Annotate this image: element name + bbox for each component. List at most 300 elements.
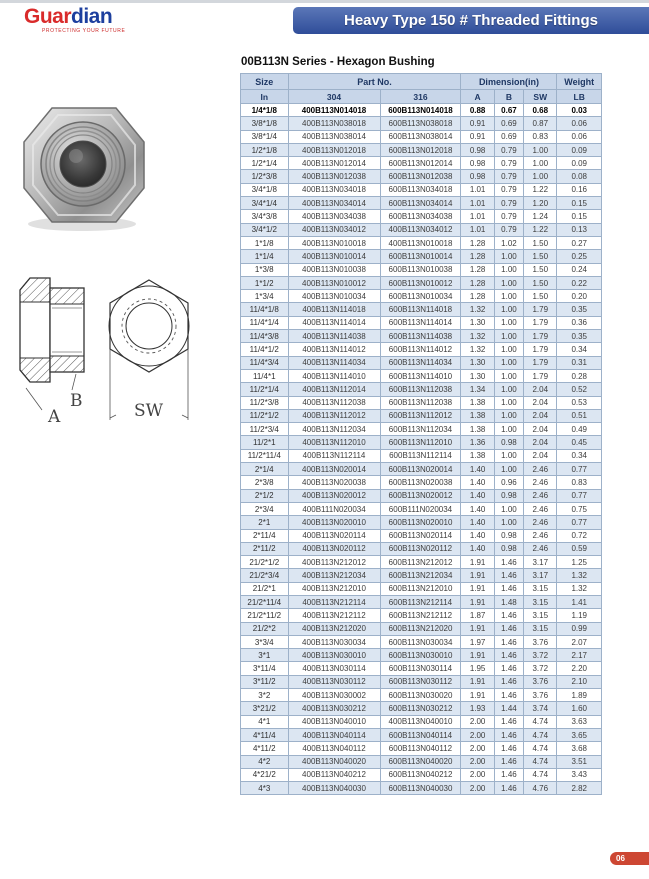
dim-a-cell: 0.98: [461, 170, 494, 183]
size-cell: 11/4*3/8: [241, 330, 289, 343]
part-316-cell: 600B113N020114: [380, 529, 461, 542]
dim-sw-cell: 1.50: [524, 290, 557, 303]
size-cell: 2*1: [241, 516, 289, 529]
part-316-cell: 600B113N212010: [380, 582, 461, 595]
weight-lb-cell: 0.06: [557, 117, 602, 130]
table-row: [241, 542, 602, 555]
dim-a-cell: 1.40: [461, 489, 494, 502]
table-row: [241, 768, 602, 781]
part-304-cell: 400B113N112014: [288, 383, 380, 396]
dim-sw-cell: 3.76: [524, 689, 557, 702]
size-cell: 1*3/8: [241, 263, 289, 276]
dim-b-cell: 0.79: [494, 170, 523, 183]
part-304-cell: 400B113N012038: [288, 170, 380, 183]
size-cell: 4*11/4: [241, 728, 289, 741]
weight-lb-cell: 0.77: [557, 516, 602, 529]
table-row: [241, 715, 602, 728]
dim-b-cell: 1.46: [494, 556, 523, 569]
size-cell: 3*21/2: [241, 702, 289, 715]
dim-a-cell: 1.38: [461, 396, 494, 409]
size-cell: 2*11/2: [241, 542, 289, 555]
part-304-cell: 400B113N020010: [288, 516, 380, 529]
weight-lb-cell: 0.36: [557, 316, 602, 329]
size-cell: 21/2*11/2: [241, 609, 289, 622]
dim-b-cell: 1.46: [494, 715, 523, 728]
dim-sw-cell: 2.46: [524, 476, 557, 489]
page-number-badge: 06: [610, 852, 649, 865]
table-row: [241, 303, 602, 316]
part-304-cell: 400B111N020034: [288, 502, 380, 515]
weight-lb-cell: 0.15: [557, 210, 602, 223]
part-316-cell: 600B113N114012: [380, 343, 461, 356]
part-316-cell: 600B113N010038: [380, 263, 461, 276]
part-316-cell: 600B113N114034: [380, 356, 461, 369]
weight-lb-cell: 2.07: [557, 635, 602, 648]
dim-sw-cell: 1.79: [524, 330, 557, 343]
dim-sw-cell: 3.17: [524, 569, 557, 582]
part-316-cell: 600B113N212114: [380, 595, 461, 608]
dim-b-cell: 0.98: [494, 529, 523, 542]
part-316-cell: 600B113N114038: [380, 330, 461, 343]
size-cell: 11/4*3/4: [241, 356, 289, 369]
size-cell: 3*1: [241, 649, 289, 662]
dim-b-cell: 1.46: [494, 649, 523, 662]
part-316-cell: 600B113N012018: [380, 143, 461, 156]
dim-a-cell: 1.91: [461, 595, 494, 608]
part-316-cell: 600B111N020034: [380, 502, 461, 515]
dim-a-cell: 0.91: [461, 130, 494, 143]
weight-lb-cell: 0.25: [557, 250, 602, 263]
bore-hole: [60, 141, 106, 187]
dim-a-cell: 1.32: [461, 303, 494, 316]
table-row: [241, 250, 602, 263]
size-cell: 3*11/2: [241, 675, 289, 688]
dim-a-cell: 1.40: [461, 463, 494, 476]
weight-lb-cell: 0.27: [557, 236, 602, 249]
part-304-cell: 400B113N212112: [288, 609, 380, 622]
size-cell: 11/2*3/8: [241, 396, 289, 409]
table-row: [241, 463, 602, 476]
table-row: [241, 263, 602, 276]
part-304-cell: 400B113N114014: [288, 316, 380, 329]
dim-a-cell: 1.01: [461, 183, 494, 196]
part-316-cell: 600B113N030010: [380, 649, 461, 662]
dim-sw-cell: 2.04: [524, 436, 557, 449]
dim-a-cell: 1.30: [461, 356, 494, 369]
size-cell: 4*2: [241, 755, 289, 768]
logo-tagline: PROTECTING YOUR FUTURE: [42, 28, 126, 34]
size-cell: 1/2*1/4: [241, 157, 289, 170]
dim-b-cell: 0.79: [494, 143, 523, 156]
dim-a-cell: 2.00: [461, 728, 494, 741]
dim-b-cell: 1.46: [494, 569, 523, 582]
part-316-cell: 600B113N010014: [380, 250, 461, 263]
dim-b-cell: 1.00: [494, 343, 523, 356]
dimension-drawing: [12, 270, 202, 428]
part-316-cell: 600B113N112038: [380, 383, 461, 396]
part-304-cell: 400B113N020014: [288, 463, 380, 476]
part-316-cell: 600B113N112114: [380, 449, 461, 462]
dim-b-cell: 0.79: [494, 183, 523, 196]
dim-a-cell: 1.28: [461, 290, 494, 303]
part-316-cell: 600B113N040112: [380, 742, 461, 755]
weight-lb-cell: 1.32: [557, 569, 602, 582]
dim-a-cell: 1.30: [461, 316, 494, 329]
subheader-sw: SW: [524, 90, 557, 104]
table-row: [241, 276, 602, 289]
dim-sw-cell: 1.00: [524, 157, 557, 170]
table-row: [241, 502, 602, 515]
size-cell: 3/4*3/8: [241, 210, 289, 223]
part-304-cell: 400B113N114038: [288, 330, 380, 343]
dim-b-cell: 1.46: [494, 662, 523, 675]
part-304-cell: 400B113N114010: [288, 369, 380, 382]
dim-a-cell: 1.40: [461, 476, 494, 489]
dim-a-cell: 1.40: [461, 502, 494, 515]
dim-sw-cell: 1.22: [524, 183, 557, 196]
size-cell: 2*1/4: [241, 463, 289, 476]
dim-a-cell: 2.00: [461, 742, 494, 755]
dim-b-cell: 1.46: [494, 728, 523, 741]
part-304-cell: 400B113N030010: [288, 649, 380, 662]
size-cell: 11/4*1: [241, 369, 289, 382]
header-group-row: [241, 74, 602, 90]
dim-sw-cell: 1.50: [524, 236, 557, 249]
part-316-cell: 600B113N114010: [380, 369, 461, 382]
dim-sw-cell: 1.24: [524, 210, 557, 223]
dim-a-cell: 1.95: [461, 662, 494, 675]
dim-a-cell: 1.87: [461, 609, 494, 622]
weight-lb-cell: 0.13: [557, 223, 602, 236]
weight-lb-cell: 3.43: [557, 768, 602, 781]
table-row: [241, 423, 602, 436]
part-304-cell: 400B113N112012: [288, 409, 380, 422]
size-cell: 1*3/4: [241, 290, 289, 303]
part-316-cell: 600B113N212034: [380, 569, 461, 582]
dim-sw-cell: 4.74: [524, 768, 557, 781]
dim-sw-cell: 1.50: [524, 276, 557, 289]
table-row: [241, 582, 602, 595]
weight-lb-cell: 0.35: [557, 303, 602, 316]
header-sub-row: [241, 90, 602, 104]
part-316-cell: 600B113N010034: [380, 290, 461, 303]
part-316-cell: 600B113N114018: [380, 303, 461, 316]
part-304-cell: 400B113N034018: [288, 183, 380, 196]
dim-a-cell: 1.32: [461, 330, 494, 343]
part-304-cell: 400B113N020012: [288, 489, 380, 502]
size-cell: 4*21/2: [241, 768, 289, 781]
table-row: [241, 742, 602, 755]
part-304-cell: 400B113N040212: [288, 768, 380, 781]
table-row: [241, 755, 602, 768]
dim-sw-cell: 2.04: [524, 409, 557, 422]
dim-b-cell: 1.00: [494, 356, 523, 369]
section-view: [20, 278, 84, 427]
weight-lb-cell: 0.28: [557, 369, 602, 382]
dim-sw-cell: 1.00: [524, 143, 557, 156]
dim-b-cell: 1.46: [494, 582, 523, 595]
dim-sw-cell: 2.46: [524, 542, 557, 555]
part-304-cell: 400B113N010038: [288, 263, 380, 276]
dim-b-cell: 0.98: [494, 436, 523, 449]
size-cell: 3/8*1/4: [241, 130, 289, 143]
weight-lb-cell: 2.20: [557, 662, 602, 675]
table-row: [241, 170, 602, 183]
dim-a-cell: 2.00: [461, 755, 494, 768]
dim-a-cell: 1.01: [461, 210, 494, 223]
weight-lb-cell: 0.20: [557, 290, 602, 303]
dim-b-cell: 1.48: [494, 595, 523, 608]
dim-a-cell: 1.36: [461, 436, 494, 449]
table-row: [241, 183, 602, 196]
part-316-cell: 600B113N038018: [380, 117, 461, 130]
dim-b-cell: 1.46: [494, 622, 523, 635]
part-304-cell: 400B113N030034: [288, 635, 380, 648]
dim-b-cell: 0.79: [494, 157, 523, 170]
dim-a-cell: 1.28: [461, 250, 494, 263]
dim-b-cell: 1.00: [494, 383, 523, 396]
part-316-cell: 600B113N012038: [380, 170, 461, 183]
dim-sw-cell: 4.76: [524, 782, 557, 795]
dim-sw-cell: 2.04: [524, 383, 557, 396]
weight-lb-cell: 3.63: [557, 715, 602, 728]
table-row: [241, 675, 602, 688]
dim-b-cell: 0.67: [494, 104, 523, 117]
size-cell: 1/2*3/8: [241, 170, 289, 183]
dim-a-cell: 1.91: [461, 569, 494, 582]
weight-lb-cell: 0.52: [557, 383, 602, 396]
weight-lb-cell: 1.25: [557, 556, 602, 569]
size-cell: 3/8*1/8: [241, 117, 289, 130]
part-316-cell: 600B113N040030: [380, 782, 461, 795]
weight-lb-cell: 2.82: [557, 782, 602, 795]
weight-lb-cell: 0.15: [557, 197, 602, 210]
dim-sw-cell: 2.46: [524, 516, 557, 529]
header-dimension: Dimension(in): [461, 74, 557, 90]
table-row: [241, 436, 602, 449]
part-304-cell: 400B113N212010: [288, 582, 380, 595]
weight-lb-cell: 1.41: [557, 595, 602, 608]
dim-a-cell: 1.38: [461, 423, 494, 436]
table-row: [241, 316, 602, 329]
dim-a-cell: 1.40: [461, 529, 494, 542]
header-weight: Weight: [557, 74, 602, 90]
hex-view: [109, 280, 189, 421]
dim-a-cell: 2.00: [461, 768, 494, 781]
part-304-cell: 400B113N040010: [288, 715, 380, 728]
size-cell: 4*11/2: [241, 742, 289, 755]
product-photo: [16, 100, 152, 234]
weight-lb-cell: 3.68: [557, 742, 602, 755]
table-row: [241, 197, 602, 210]
weight-lb-cell: 0.35: [557, 330, 602, 343]
weight-lb-cell: 0.51: [557, 409, 602, 422]
part-304-cell: 400B113N014018: [288, 104, 380, 117]
dim-a-cell: 1.01: [461, 197, 494, 210]
dim-b-cell: 0.98: [494, 489, 523, 502]
part-304-cell: 400B113N010034: [288, 290, 380, 303]
dim-a-cell: 2.00: [461, 715, 494, 728]
part-316-cell: 600B113N014018: [380, 104, 461, 117]
table-row: [241, 210, 602, 223]
table-row: [241, 290, 602, 303]
part-304-cell: 400B113N012018: [288, 143, 380, 156]
weight-lb-cell: 0.49: [557, 423, 602, 436]
table-row: [241, 236, 602, 249]
dim-sw-cell: 1.00: [524, 170, 557, 183]
dim-sw-cell: 3.76: [524, 675, 557, 688]
part-304-cell: 400B113N114034: [288, 356, 380, 369]
dim-sw-cell: 3.72: [524, 649, 557, 662]
dim-sw-cell: 3.76: [524, 635, 557, 648]
size-cell: 3/4*1/8: [241, 183, 289, 196]
size-cell: 1*1/4: [241, 250, 289, 263]
part-316-cell: 600B113N038014: [380, 130, 461, 143]
dim-b-cell: 1.46: [494, 768, 523, 781]
weight-lb-cell: 0.83: [557, 476, 602, 489]
part-304-cell: 400B113N038018: [288, 117, 380, 130]
part-316-cell: 600B113N112012: [380, 409, 461, 422]
part-316-cell: 600B113N034038: [380, 210, 461, 223]
size-cell: 21/2*3/4: [241, 569, 289, 582]
table-row: [241, 702, 602, 715]
dim-sw-cell: 3.15: [524, 622, 557, 635]
table-row: [241, 689, 602, 702]
part-304-cell: 400B113N020112: [288, 542, 380, 555]
table-row: [241, 529, 602, 542]
dim-sw-cell: 1.50: [524, 263, 557, 276]
logo-part-red: Guar: [24, 5, 72, 28]
dim-b-cell: 1.00: [494, 502, 523, 515]
dim-b-cell: 0.69: [494, 130, 523, 143]
dim-sw-cell: 4.74: [524, 742, 557, 755]
dim-sw-cell: 1.79: [524, 316, 557, 329]
part-316-cell: 600B113N040020: [380, 755, 461, 768]
dim-a-cell: 1.93: [461, 702, 494, 715]
table-row: [241, 409, 602, 422]
weight-lb-cell: 1.89: [557, 689, 602, 702]
table-row: [241, 343, 602, 356]
dim-sw-cell: 3.74: [524, 702, 557, 715]
weight-lb-cell: 0.06: [557, 130, 602, 143]
dim-sw-cell: 2.04: [524, 449, 557, 462]
weight-lb-cell: 1.19: [557, 609, 602, 622]
table-row: [241, 117, 602, 130]
dim-b-cell: 1.00: [494, 409, 523, 422]
part-316-cell: 600B113N020010: [380, 516, 461, 529]
size-cell: 2*11/4: [241, 529, 289, 542]
dim-b-cell: 1.00: [494, 396, 523, 409]
dim-b-cell: 1.46: [494, 635, 523, 648]
table-row: [241, 782, 602, 795]
dim-sw-cell: 2.46: [524, 463, 557, 476]
weight-lb-cell: 3.51: [557, 755, 602, 768]
size-cell: 3*3/4: [241, 635, 289, 648]
part-304-cell: 400B113N114012: [288, 343, 380, 356]
dim-b-cell: 0.79: [494, 197, 523, 210]
dim-sw-cell: 3.15: [524, 595, 557, 608]
dim-b-cell: 1.44: [494, 702, 523, 715]
table-row: [241, 330, 602, 343]
weight-lb-cell: 3.65: [557, 728, 602, 741]
size-cell: 11/2*1/4: [241, 383, 289, 396]
table-row: [241, 369, 602, 382]
part-316-cell: 600B113N020112: [380, 542, 461, 555]
part-316-cell: 600B113N020038: [380, 476, 461, 489]
dim-a-cell: 0.88: [461, 104, 494, 117]
dim-sw-cell: 2.04: [524, 423, 557, 436]
part-316-cell: 600B113N040212: [380, 768, 461, 781]
part-316-cell: 400B113N010018: [380, 236, 461, 249]
size-cell: 3*2: [241, 689, 289, 702]
dim-sw-cell: 2.46: [524, 529, 557, 542]
part-316-cell: 600B113N212012: [380, 556, 461, 569]
dim-b-cell: 1.00: [494, 250, 523, 263]
weight-lb-cell: 0.16: [557, 183, 602, 196]
weight-lb-cell: 1.32: [557, 582, 602, 595]
weight-lb-cell: 1.60: [557, 702, 602, 715]
part-316-cell: 600B113N030114: [380, 662, 461, 675]
dim-sw-cell: 1.79: [524, 303, 557, 316]
part-304-cell: 400B113N112038: [288, 396, 380, 409]
weight-lb-cell: 0.09: [557, 157, 602, 170]
part-316-cell: 600B113N020012: [380, 489, 461, 502]
weight-lb-cell: 0.03: [557, 104, 602, 117]
dim-sw-cell: 3.15: [524, 609, 557, 622]
dim-sw-cell: 4.74: [524, 715, 557, 728]
size-cell: 21/2*1: [241, 582, 289, 595]
table-row: [241, 649, 602, 662]
table-row: [241, 516, 602, 529]
part-304-cell: 400B113N212012: [288, 556, 380, 569]
part-316-cell: 600B113N112038: [380, 396, 461, 409]
table-row: [241, 728, 602, 741]
table-row: [241, 356, 602, 369]
part-304-cell: 400B113N040020: [288, 755, 380, 768]
table-row: [241, 622, 602, 635]
dim-b-cell: 1.00: [494, 463, 523, 476]
table-row: [241, 396, 602, 409]
dim-b-cell: 1.00: [494, 423, 523, 436]
weight-lb-cell: 2.17: [557, 649, 602, 662]
part-316-cell: 400B113N034012: [380, 223, 461, 236]
part-304-cell: 400B113N010018: [288, 236, 380, 249]
dim-b-cell: 1.46: [494, 675, 523, 688]
dim-sw-cell: 1.79: [524, 343, 557, 356]
part-304-cell: 400B113N020038: [288, 476, 380, 489]
part-316-cell: 600B113N212020: [380, 622, 461, 635]
size-cell: 3*11/4: [241, 662, 289, 675]
dim-a-cell: 1.28: [461, 236, 494, 249]
part-304-cell: 400B113N030112: [288, 675, 380, 688]
dim-a-cell: 1.32: [461, 343, 494, 356]
dim-a-cell: 1.91: [461, 582, 494, 595]
header-part-no: Part No.: [288, 74, 461, 90]
size-cell: 3/4*1/4: [241, 197, 289, 210]
part-304-cell: 400B113N212020: [288, 622, 380, 635]
dim-a-cell: 1.28: [461, 276, 494, 289]
weight-lb-cell: 0.75: [557, 502, 602, 515]
dim-a-cell: 1.91: [461, 649, 494, 662]
part-304-cell: 400B113N040030: [288, 782, 380, 795]
subheader-316: 316: [380, 90, 461, 104]
dim-b-cell: 0.69: [494, 117, 523, 130]
weight-lb-cell: 0.53: [557, 396, 602, 409]
part-304-cell: 400B113N038014: [288, 130, 380, 143]
table-row: [241, 157, 602, 170]
size-cell: 1*1/2: [241, 276, 289, 289]
dim-b-cell: 1.00: [494, 290, 523, 303]
